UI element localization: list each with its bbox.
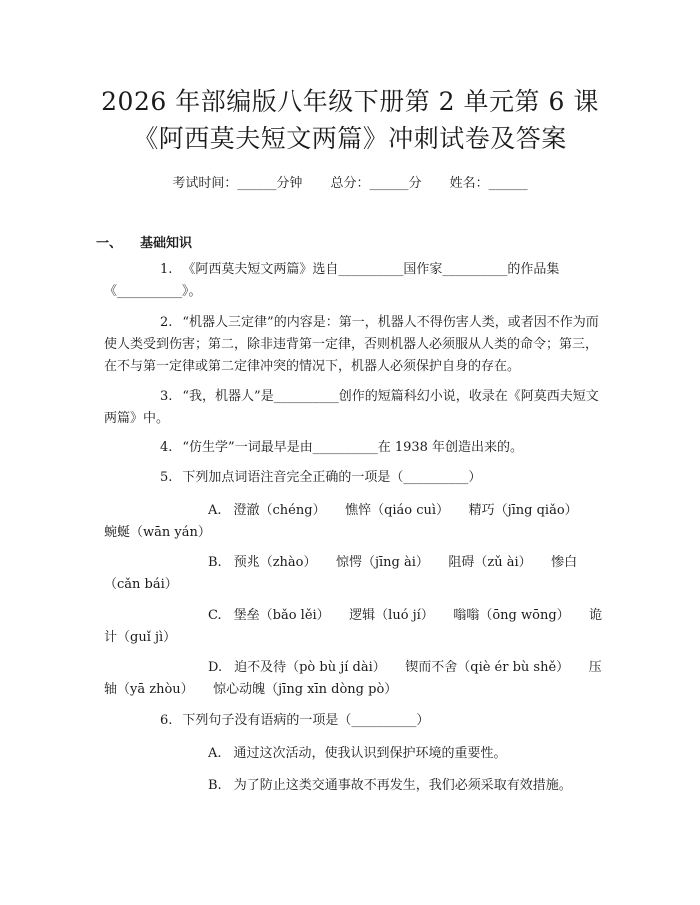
exam-time-field: 考试时间：______分钟 [172, 176, 303, 191]
q5-option-a [104, 500, 604, 544]
page-title-line-2: 《阿西莫夫短文两篇》冲刺试卷及答案 [133, 124, 567, 153]
question-6 [104, 710, 604, 732]
q5-option-d [104, 657, 604, 701]
question-text: “仿生学”一词最早是由__________在 1938 年创造出来的。 [182, 440, 524, 455]
option-label: D. [208, 660, 223, 675]
q6-option-b [104, 775, 604, 797]
question-4 [104, 437, 604, 459]
exam-meta [0, 172, 700, 191]
option-label: B. [208, 555, 222, 570]
option-label: C. [208, 608, 222, 623]
option-text: 澄澈（chéng） 憔悴（qiáo cuì） 精巧（jīng qiǎo） 蜿蜒（wān yán） [104, 503, 598, 540]
q5-option-b [104, 552, 604, 596]
question-text: 下列句子没有语病的一项是（__________） [182, 713, 430, 728]
question-number: 3. [160, 389, 173, 404]
page-title-line-1: 2026 年部编版八年级下册第 2 单元第 6 课 [101, 87, 599, 116]
option-label: A. [208, 503, 222, 518]
question-number: 6. [160, 713, 173, 728]
question-1 [104, 259, 604, 303]
q6-option-a [104, 743, 604, 765]
section-heading [96, 232, 192, 251]
option-text: 通过这次活动，使我认识到保护环境的重要性。 [233, 746, 507, 761]
option-text: 预兆（zhào） 惊愕（jīng ài） 阻碍（zǔ ài） 惨白（cǎn bái） [104, 555, 578, 592]
exam-score-field: 总分：______分 [330, 176, 422, 191]
option-label: B. [208, 778, 222, 793]
option-label: A. [208, 746, 222, 761]
question-text: “机器人三定律”的内容是：第一，机器人不得伤害人类，或者因不作为而使人类受到伤害；第二，除非违背第一定律，否则机器人必须服从人类的命令；第三，在不与第一定律或第二定律冲突的情况下，机器人必须保护自身的存在。 [104, 315, 599, 374]
section-title: 基础知识 [140, 236, 193, 251]
question-text: 《阿西莫夫短文两篇》选自__________国作家__________的作品集《__________》。 [104, 262, 560, 299]
option-text: 堡垒（bǎo lěi） 逻辑（luó jí） 嗡嗡（ōng wōng） 诡计（guǐ jì） [104, 608, 603, 645]
question-text: “我，机器人”是__________创作的短篇科幻小说，收录在《阿莫西夫短文两篇》中。 [104, 389, 599, 426]
exam-name-field: 姓名：______ [449, 176, 528, 191]
question-number: 2. [160, 315, 173, 330]
question-5 [104, 467, 604, 489]
question-number: 4. [160, 440, 173, 455]
question-number: 1. [160, 262, 173, 277]
option-text: 为了防止这类交通事故不再发生，我们必须采取有效措施。 [233, 778, 572, 793]
option-text: 迫不及待（pò bù jí dài） 锲而不舍（qiè ér bù shě） 压轴（yā zhòu） 惊心动魄（jīng xīn dòng pò） [104, 660, 602, 697]
question-number: 5. [160, 470, 173, 485]
question-3 [104, 386, 604, 430]
section-number: 一、 [96, 236, 123, 251]
q5-option-c [104, 605, 604, 649]
question-2 [104, 312, 604, 378]
question-text: 下列加点词语注音完全正确的一项是（__________） [182, 470, 482, 485]
